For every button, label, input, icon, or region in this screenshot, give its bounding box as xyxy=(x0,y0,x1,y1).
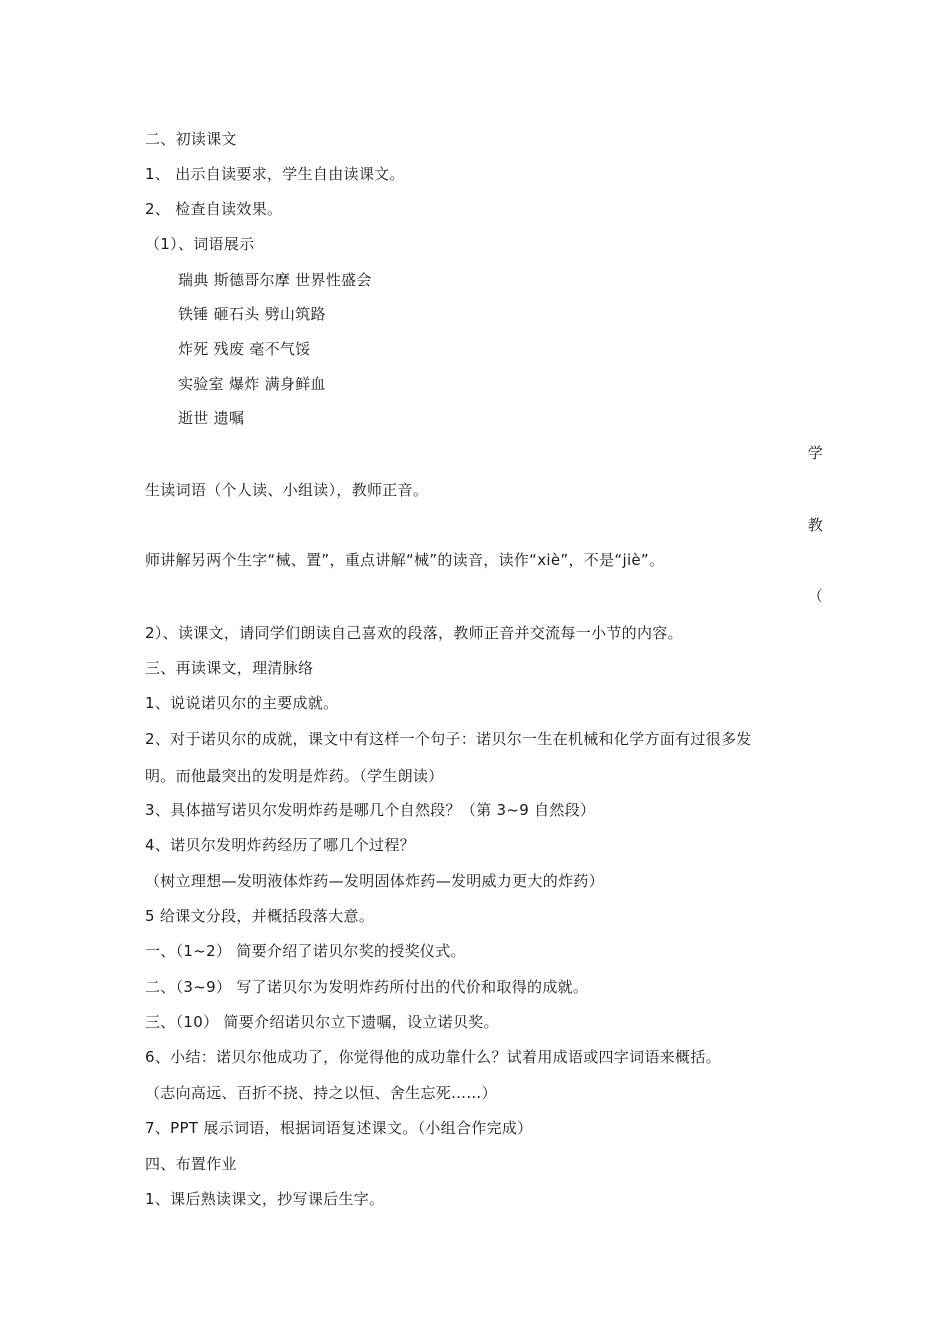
text-line: 教 xyxy=(807,516,823,534)
text-line: 1、说说诺贝尔的主要成就。 xyxy=(145,694,339,712)
text-line: 二、（3~9） 写了诺贝尔为发明炸药所付出的代价和取得的成就。 xyxy=(145,978,589,996)
text-line: 6、小结：诺贝尔他成功了，你觉得他的成功靠什么？试着用成语或四字词语来概括。 xyxy=(145,1048,721,1066)
text-line: 7、PPT 展示词语，根据词语复述课文。（小组合作完成） xyxy=(145,1119,533,1137)
text-line: （ xyxy=(807,587,823,605)
text-line: 5 给课文分段，并概括段落大意。 xyxy=(145,907,375,925)
text-line: 2、 检查自读效果。 xyxy=(145,200,283,218)
text-line: 1、 出示自读要求，学生自由读课文。 xyxy=(145,165,405,183)
text-line: 2、对于诺贝尔的成就，课文中有这样一个句子：诺贝尔一生在机械和化学方面有过很多发 xyxy=(145,730,752,748)
vocab-line: 瑞典 斯德哥尔摩 世界性盛会 xyxy=(178,271,372,289)
vocab-line: 逝世 遗嘱 xyxy=(178,409,245,427)
text-line: （树立理想—发明液体炸药—发明固体炸药—发明威力更大的炸药） xyxy=(145,872,605,890)
text-line: 明。而他最突出的发明是炸药。（学生朗读） xyxy=(145,767,444,785)
vocab-line: 实验室 爆炸 满身鲜血 xyxy=(178,375,326,393)
vocab-line: 铁锤 砸石头 劈山筑路 xyxy=(178,305,326,323)
text-line: （志向高远、百折不挠、持之以恒、舍生忘死……） xyxy=(145,1084,497,1102)
section-heading-4: 四、布置作业 xyxy=(145,1155,237,1173)
text-line: 三、（10） 简要介绍诺贝尔立下遗嘱，设立诺贝奖。 xyxy=(145,1013,499,1031)
vocab-line: 炸死 残废 毫不气馁 xyxy=(178,340,311,358)
text-line: （1）、词语展示 xyxy=(145,235,255,253)
text-line: 学 xyxy=(807,444,823,462)
text-line: 4、诺贝尔发明炸药经历了哪几个过程？ xyxy=(145,836,415,854)
text-line: 师讲解另两个生字“械、置”，重点讲解“械”的读音，读作“xiè”，不是“jiè”。 xyxy=(145,551,665,569)
section-heading-2: 二、初读课文 xyxy=(145,130,237,148)
text-line: 一、（1~2） 简要介绍了诺贝尔奖的授奖仪式。 xyxy=(145,942,466,960)
text-line: 生读词语（个人读、小组读），教师正音。 xyxy=(145,481,429,499)
text-line: 3、具体描写诺贝尔发明炸药是哪几个自然段？（第 3~9 自然段） xyxy=(145,801,596,819)
text-line: 1、课后熟读课文，抄写课后生字。 xyxy=(145,1190,385,1208)
text-line: 2）、读课文，请同学们朗读自己喜欢的段落，教师正音并交流每一小节的内容。 xyxy=(145,624,683,642)
section-heading-3: 三、再读课文，理清脉络 xyxy=(145,659,314,677)
